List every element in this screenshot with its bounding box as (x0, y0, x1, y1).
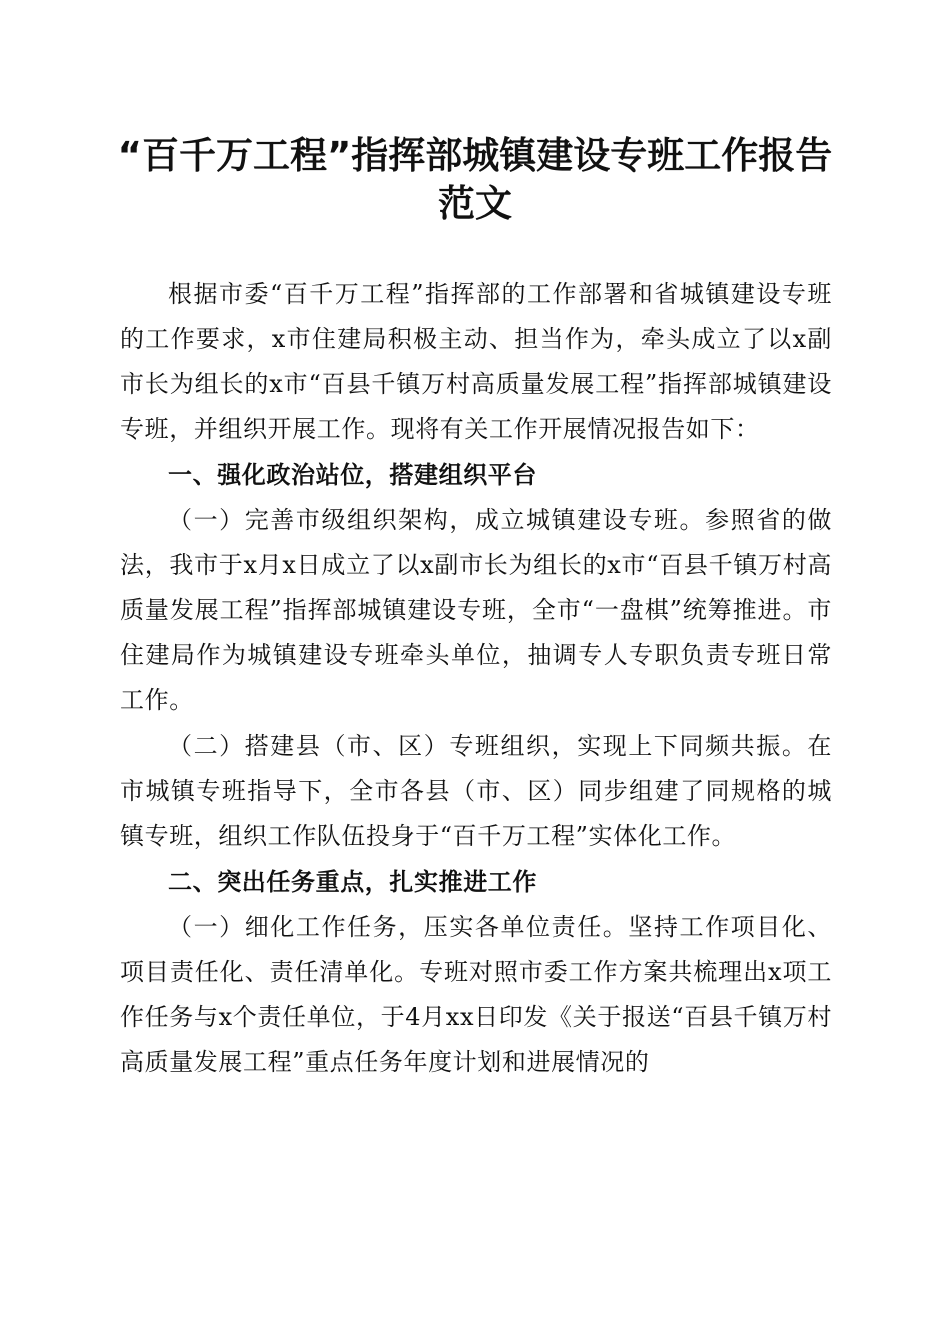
document-body (120, 272, 832, 1086)
section-1-item-1: （一）完善市级组织架构，成立城镇建设专班。参照省的做法，我市于x月x日成立了以x副市长为组长的x市“百县千镇万村高质量发展工程”指挥部城镇建设专班，全市“一盘棋”统筹推进。市住建局作为城镇建设专班牵头单位，抽调专人专职负责专班日常工作。 (120, 506, 832, 714)
title-line-2: 范文 (438, 182, 512, 225)
section-1-heading: 一、强化政治站位，搭建组织平台 (168, 461, 537, 489)
section-1-item-2: （二）搭建县（市、区）专班组织，实现上下同频共振。在市城镇专班指导下，全市各县（市、区）同步组建了同规格的城镇专班，组织工作队伍投身于“百千万工程”实体化工作。 (120, 732, 832, 850)
intro-paragraph: 根据市委“百千万工程”指挥部的工作部署和省城镇建设专班的工作要求，x市住建局积极主动、担当作为，牵头成立了以x副市长为组长的x市“百县千镇万村高质量发展工程”指挥部城镇建设专班，并组织开展工作。现将有关工作开展情况报告如下： (120, 280, 832, 443)
document-title (100, 132, 850, 228)
section-2-item-1: （一）细化工作任务，压实各单位责任。坚持工作项目化、项目责任化、责任清单化。专班对照市委工作方案共梳理出x项工作任务与x个责任单位，于4月xx日印发《关于报送“百县千镇万村高质量发展工程”重点任务年度计划和进展情况的 (120, 913, 832, 1076)
title-line-1: “百千万工程”指挥部城镇建设专班工作报告 (117, 134, 833, 177)
section-2-heading: 二、突出任务重点，扎实推进工作 (168, 868, 537, 896)
